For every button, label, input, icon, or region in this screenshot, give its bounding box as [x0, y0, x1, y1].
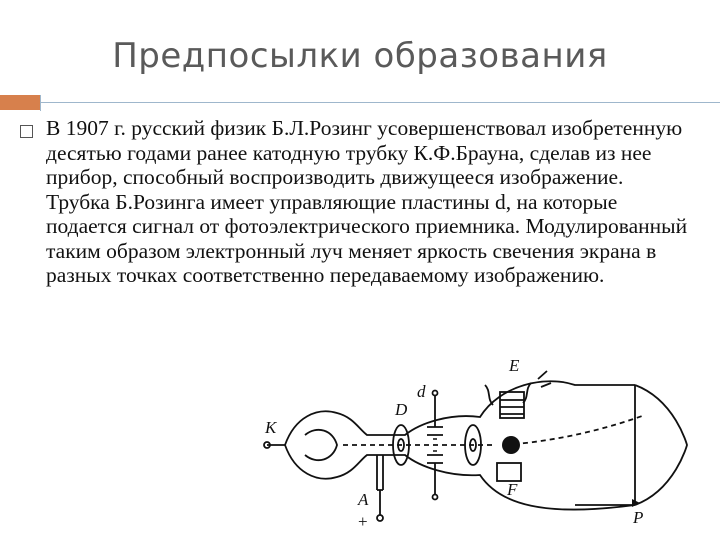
coil-bottom — [497, 463, 521, 481]
plate-terminal-bottom — [433, 495, 438, 500]
accent-bar — [0, 95, 40, 110]
body-paragraph: В 1907 г. русский физик Б.Л.Розинг усовершенствовал изобретенную десятью годами ранее катодную трубку К.Ф.Брауна, сделав из нее прибор, способный воспроизводить движущееся изображение. Трубка Б.Розинга имеет управляющие пластины d, на которые подается сигнал от фотоэлектрического приемника. Модулированный таким образом электронный луч меняет яркость свечения экрана в разных точках соответственно передаваемому изображению. — [46, 116, 688, 287]
label-cathode: K — [265, 418, 277, 437]
screen-marker — [632, 499, 640, 507]
anode-terminal — [377, 515, 383, 521]
plate-terminal-top — [433, 391, 438, 396]
bullet-icon — [20, 125, 33, 138]
label-plus: + — [358, 512, 368, 531]
focus-point — [502, 436, 520, 454]
label-screen: P — [633, 508, 644, 527]
label-anode: A — [358, 490, 369, 509]
anode-stem — [377, 455, 383, 490]
cathode-cup — [305, 430, 337, 460]
slide-title: Предпосылки образования — [112, 36, 608, 76]
label-plates: d — [417, 382, 426, 401]
screen-dome — [635, 385, 687, 505]
deflected-beam — [505, 415, 645, 445]
label-diaphragm: D — [395, 400, 408, 419]
divider-tick — [40, 95, 41, 111]
label-coils: E — [509, 356, 520, 375]
label-focus: F — [507, 480, 518, 499]
rosing-tube-diagram — [255, 355, 695, 540]
title-divider — [40, 102, 720, 103]
